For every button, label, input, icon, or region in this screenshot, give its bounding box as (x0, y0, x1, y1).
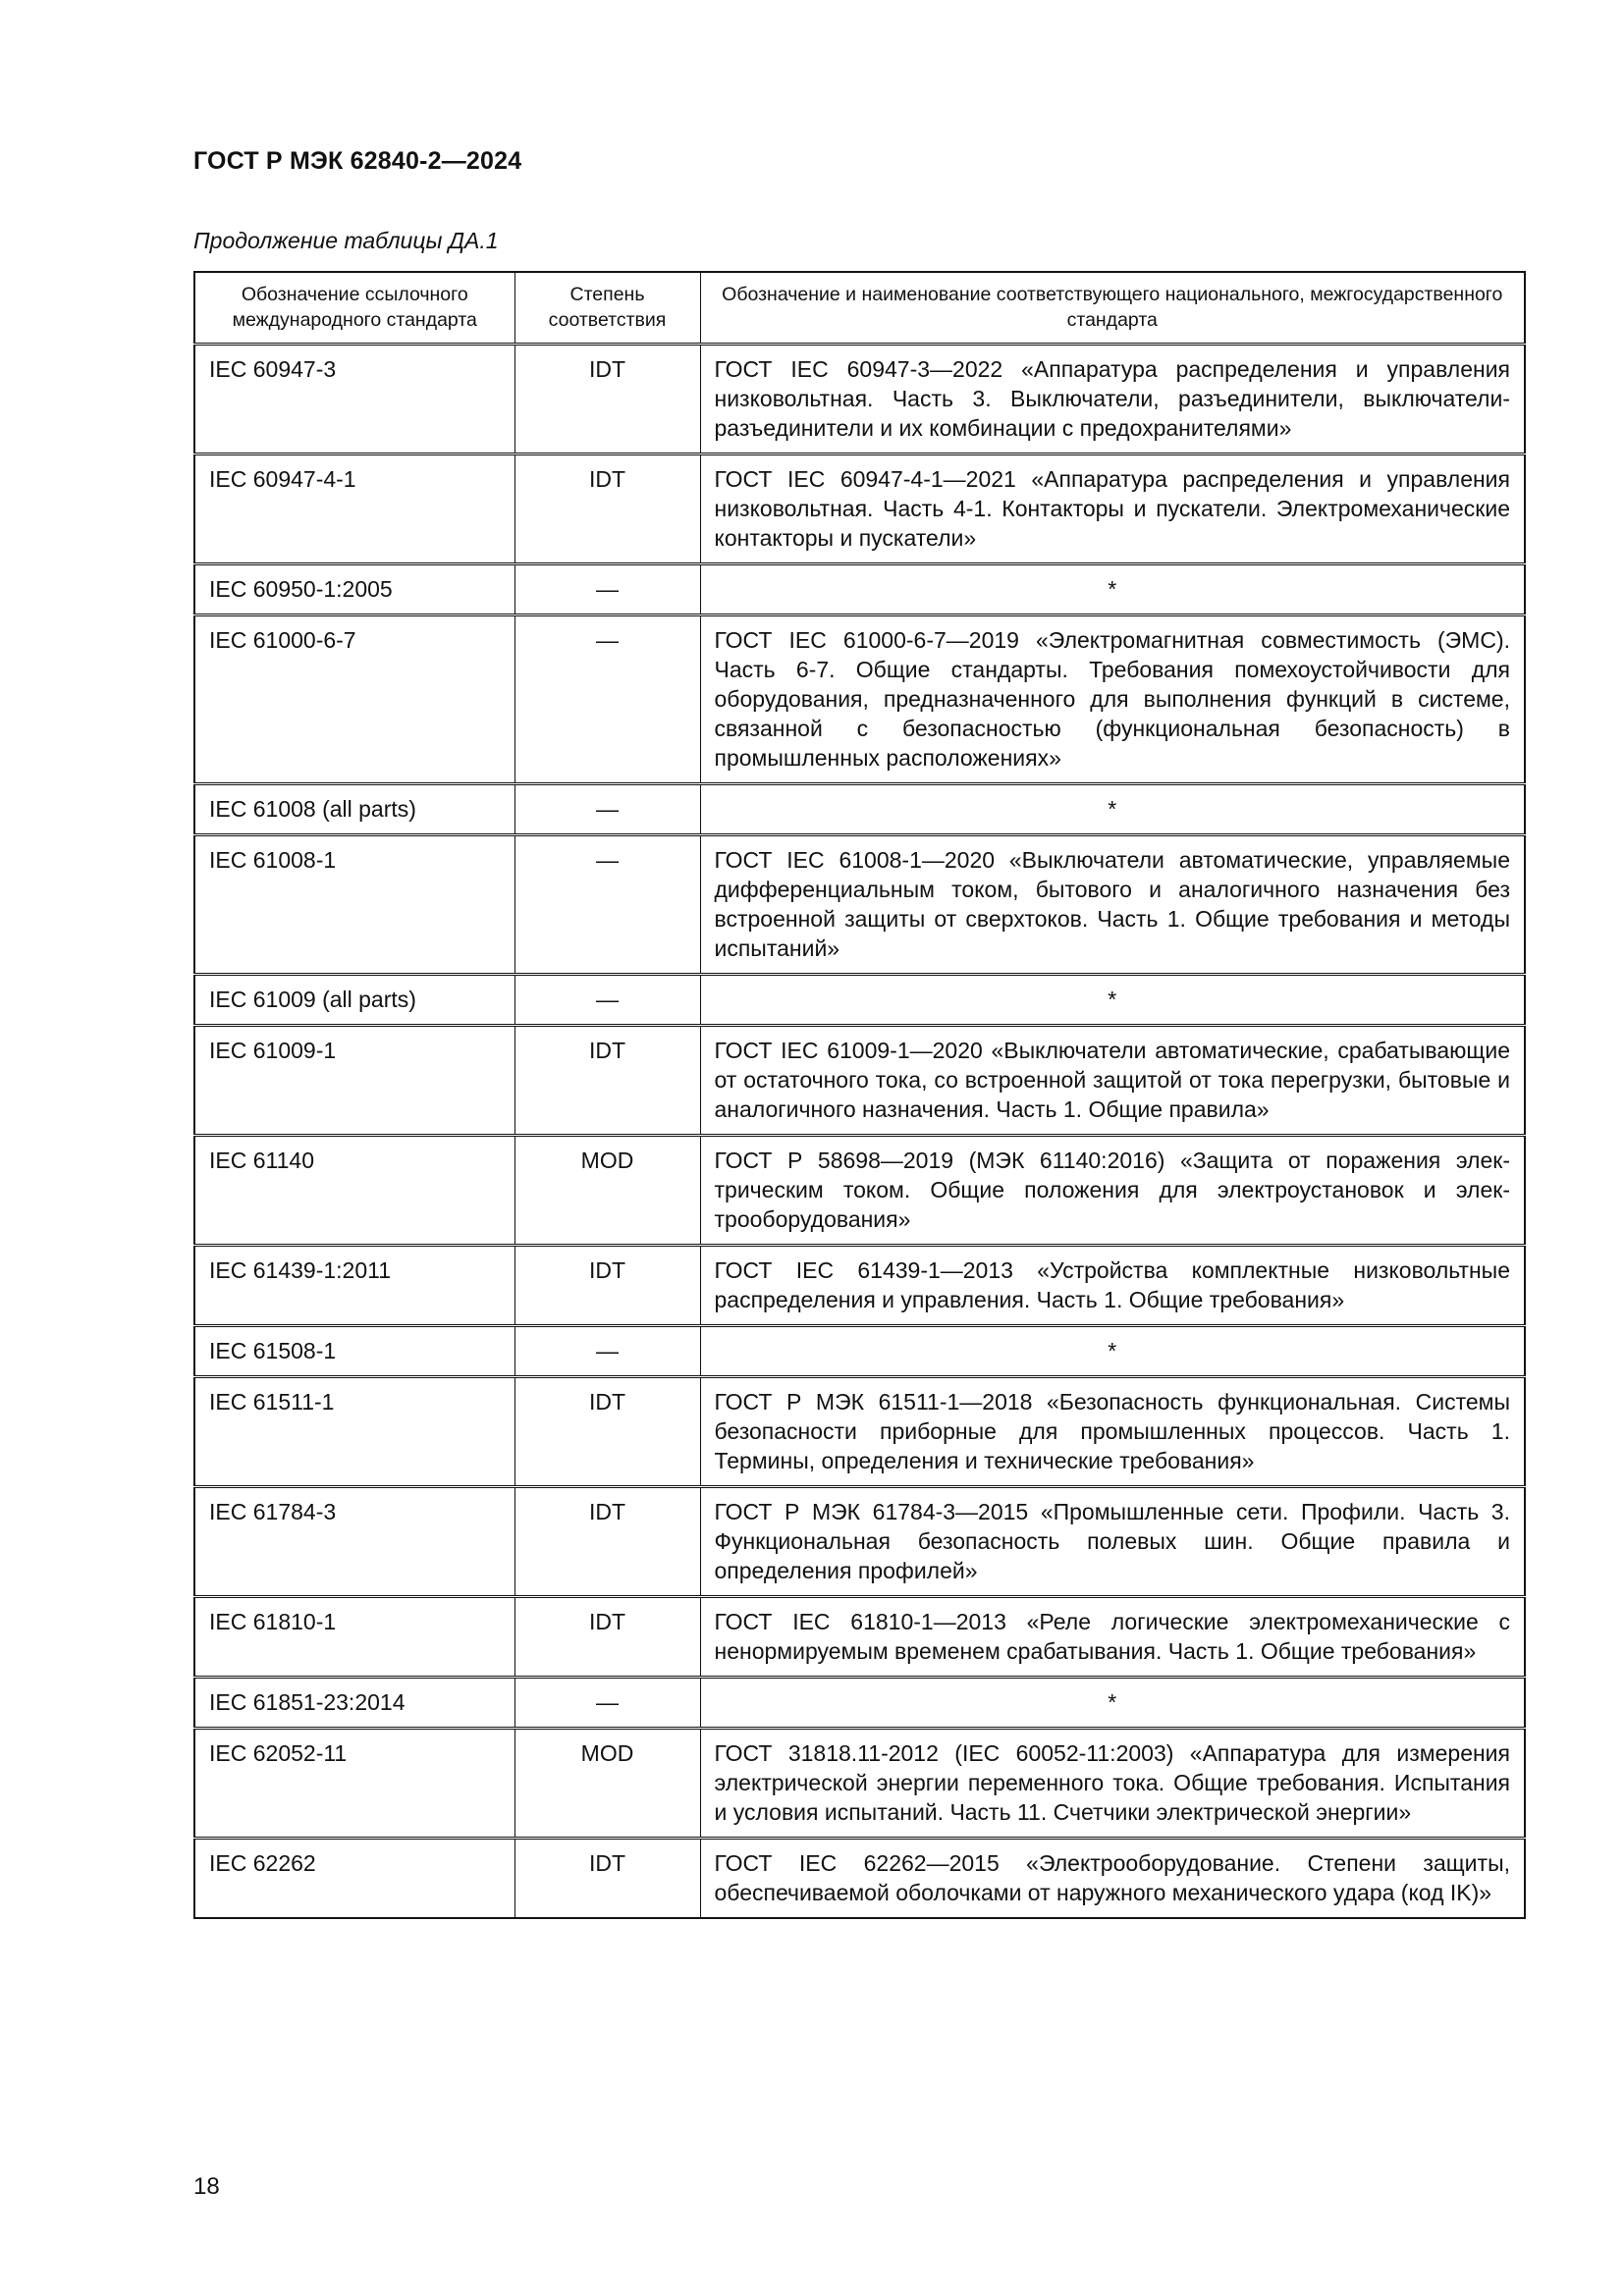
column-header-degree: Степень соответствия (514, 272, 700, 345)
degree-cell: IDT (514, 454, 700, 564)
national-standard-cell: ГОСТ IEC 60947-4-1—2021 «Аппаратура распределения и управления низковольтная. Часть 4-1. Контакторы и пускатели. Электромеханические контакторы и пускатели» (700, 454, 1525, 564)
national-standard-cell: ГОСТ 31818.11-2012 (IEC 60052-11:2003) «Аппаратура для измерения электрической энергии переменного тока. Общие требования. Испытания и условия испытаний. Часть 11. Счетчики электрической энергии» (700, 1729, 1525, 1839)
degree-cell: — (514, 784, 700, 835)
reference-standard-cell: IEC 61439-1:2011 (194, 1246, 514, 1326)
reference-standard-cell: IEC 61511-1 (194, 1377, 514, 1487)
reference-standard-cell: IEC 62052-11 (194, 1729, 514, 1839)
column-header-national-standard: Обозначение и наименование соответствующего национального, межгосударственного стандарта (700, 272, 1525, 345)
national-standard-cell: ГОСТ IEC 60947-3—2022 «Аппаратура распределения и управления низковольтная. Часть 3. Выключатели, разъединители, выключатели-разъединители и их комбинации с предохранителями» (700, 345, 1525, 454)
national-standard-cell: ГОСТ IEC 62262—2015 «Электрооборудование. Степени защиты, обеспечиваемой оболочками от наружного механического удара (код IK)» (700, 1839, 1525, 1919)
degree-cell: MOD (514, 1136, 700, 1246)
degree-cell: IDT (514, 1246, 700, 1326)
table-row (194, 784, 1525, 835)
degree-cell: — (514, 615, 700, 784)
reference-standard-cell: IEC 61008 (all parts) (194, 784, 514, 835)
table-header-row (194, 272, 1525, 345)
table-row (194, 835, 1525, 975)
standards-reference-table (193, 271, 1526, 1919)
national-standard-cell: ГОСТ Р 58698—2019 (МЭК 61140:2016) «Защита от поражения электрическим током. Общие положения для электроустановок и электрооборудования» (700, 1136, 1525, 1246)
reference-standard-cell: IEC 62262 (194, 1839, 514, 1919)
degree-cell: — (514, 975, 700, 1026)
table-row (194, 1839, 1525, 1919)
reference-standard-cell: IEC 61810-1 (194, 1597, 514, 1678)
degree-cell: IDT (514, 345, 700, 454)
degree-cell: — (514, 835, 700, 975)
reference-standard-cell: IEC 60947-4-1 (194, 454, 514, 564)
degree-cell: — (514, 564, 700, 615)
table-row (194, 1597, 1525, 1678)
reference-standard-cell: IEC 61009-1 (194, 1026, 514, 1136)
national-standard-cell: ГОСТ Р МЭК 61784-3—2015 «Промышленные сети. Профили. Часть 3. Функциональная безопасность полевых шин. Общие правила и определения профилей» (700, 1487, 1525, 1597)
degree-cell: IDT (514, 1839, 700, 1919)
reference-standard-cell: IEC 60950-1:2005 (194, 564, 514, 615)
table-row (194, 1678, 1525, 1729)
reference-standard-cell: IEC 61008-1 (194, 835, 514, 975)
degree-cell: IDT (514, 1597, 700, 1678)
national-standard-cell: * (700, 1678, 1525, 1729)
national-standard-cell: ГОСТ Р МЭК 61511-1—2018 «Безопасность функциональная. Системы безопасности приборные для промышленных процессов. Часть 1. Термины, определения и технические требования» (700, 1377, 1525, 1487)
national-standard-cell: * (700, 1326, 1525, 1377)
reference-standard-cell: IEC 60947-3 (194, 345, 514, 454)
page-number: 18 (193, 2173, 220, 2200)
national-standard-cell: ГОСТ IEC 61009-1—2020 «Выключатели автоматические, срабатывающие от остаточного тока, со встроенной защитой от тока перегрузки, бытовые и аналогичного назначения. Часть 1. Общие правила» (700, 1026, 1525, 1136)
national-standard-cell: ГОСТ IEC 61439-1—2013 «Устройства комплектные низковольтные распределения и управления. Часть 1. Общие требования» (700, 1246, 1525, 1326)
table-row (194, 1487, 1525, 1597)
document-title: ГОСТ Р МЭК 62840-2—2024 (193, 147, 522, 175)
national-standard-cell: * (700, 784, 1525, 835)
table-body (194, 345, 1525, 1919)
table-row (194, 1377, 1525, 1487)
table-row (194, 454, 1525, 564)
table-row (194, 1246, 1525, 1326)
degree-cell: IDT (514, 1026, 700, 1136)
reference-standard-cell: IEC 61508-1 (194, 1326, 514, 1377)
reference-standard-cell: IEC 61009 (all parts) (194, 975, 514, 1026)
table-row (194, 615, 1525, 784)
degree-cell: — (514, 1678, 700, 1729)
national-standard-cell: * (700, 975, 1525, 1026)
table-row (194, 1326, 1525, 1377)
reference-standard-cell: IEC 61140 (194, 1136, 514, 1246)
table-row (194, 1026, 1525, 1136)
reference-standard-cell: IEC 61851-23:2014 (194, 1678, 514, 1729)
degree-cell: IDT (514, 1487, 700, 1597)
reference-standard-cell: IEC 61000-6-7 (194, 615, 514, 784)
national-standard-cell: ГОСТ IEC 61000-6-7—2019 «Электромагнитная совместимость (ЭМС). Часть 6-7. Общие стандарты. Требования помехоустойчивости для оборудования, предназначенного для выполнения функций в системе, связанной с безопасностью (функциональная безопасность) в промышленных расположениях» (700, 615, 1525, 784)
national-standard-cell: ГОСТ IEC 61810-1—2013 «Реле логические электромеханические с ненормируемым временем срабатывания. Часть 1. Общие требования» (700, 1597, 1525, 1678)
table-caption: Продолжение таблицы ДА.1 (193, 228, 499, 253)
degree-cell: IDT (514, 1377, 700, 1487)
table-row (194, 975, 1525, 1026)
table-row (194, 1729, 1525, 1839)
reference-standard-cell: IEC 61784-3 (194, 1487, 514, 1597)
column-header-reference-standard: Обозначение ссылочного международного стандарта (194, 272, 514, 345)
table-row (194, 564, 1525, 615)
degree-cell: MOD (514, 1729, 700, 1839)
table-row (194, 345, 1525, 454)
table-row (194, 1136, 1525, 1246)
national-standard-cell: * (700, 564, 1525, 615)
degree-cell: — (514, 1326, 700, 1377)
national-standard-cell: ГОСТ IEC 61008-1—2020 «Выключатели автоматические, управляемые дифференциальным током, бытового и аналогичного назначения без встроенной защиты от сверхтоков. Часть 1. Общие требования и методы испытаний» (700, 835, 1525, 975)
